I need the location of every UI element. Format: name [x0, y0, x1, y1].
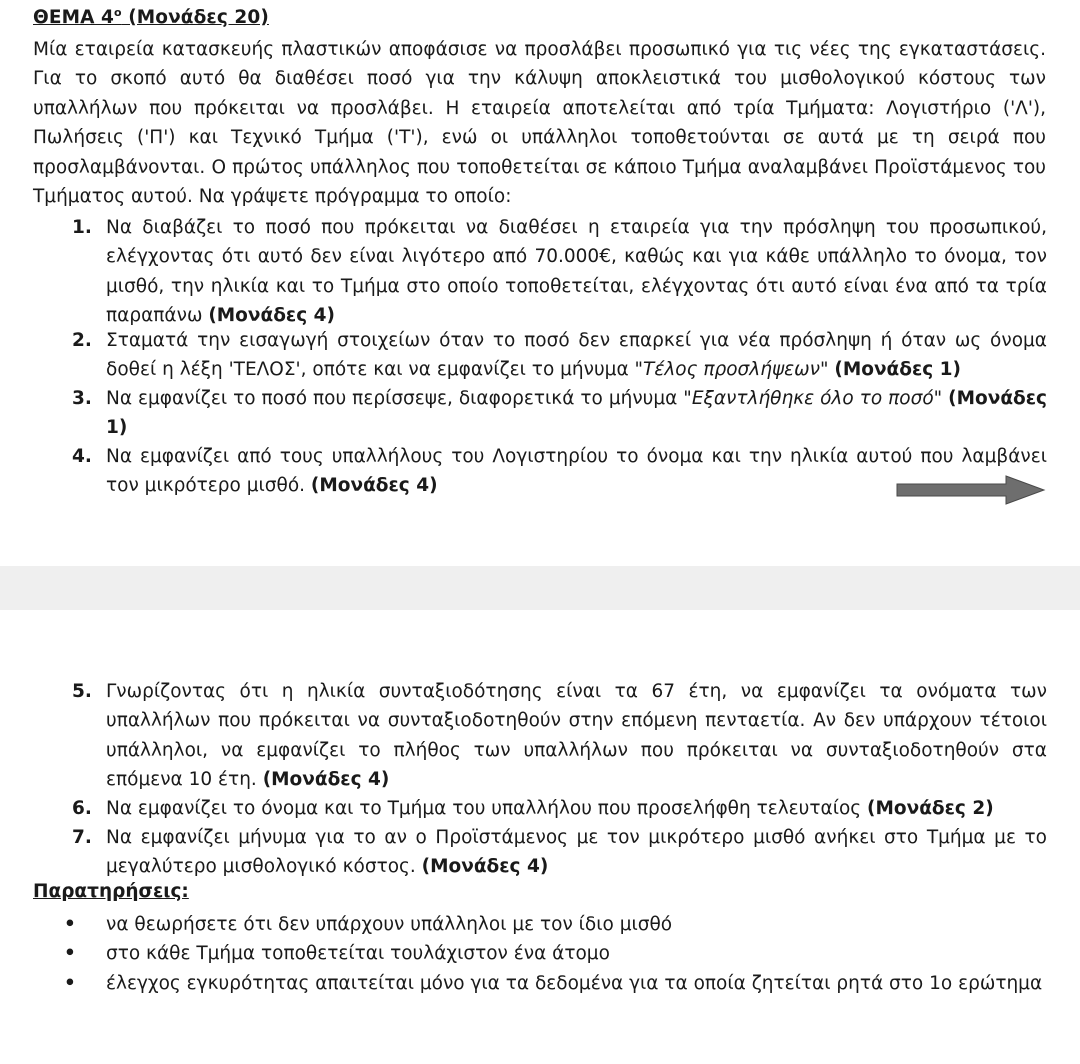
note-bullet: • στο κάθε Τμήμα τοποθετείται τουλάχιστον ένα άτομο	[64, 943, 610, 964]
list-item: 3. Να εμφανίζει το ποσό που περίσσεψε, διαφορετικά το μήνυμα "Εξαντλήθηκε όλο το ποσό" (Μονάδες 1)	[72, 388, 1047, 439]
list-item: 5. Γνωρίζοντας ότι η ηλικία συνταξιοδότησης είναι τα 67 έτη, να εμφανίζει τα ονόματα των υπαλλήλων που πρόκειται να συνταξιοδοτηθούν στην επόμενη πενταετία. Αν δεν υπάρχουν τέτοιοι υπάλληλοι, να εμφανίζει το πλήθος των υπαλλήλων που πρόκειται να συνταξιοδοτηθούν στα επόμενα 10 έτη. (Μονάδες 4)	[72, 681, 1047, 791]
notes-heading: Παρατηρήσεις:	[33, 881, 189, 902]
list-item: 2. Σταματά την εισαγωγή στοιχείων όταν το ποσό δεν επαρκεί για νέα πρόσληψη ή όταν ως όνομα δοθεί η λέξη 'ΤΕΛΟΣ', οπότε και να εμφανίζει το μήνυμα "Τέλος προσλήψεων" (Μονάδες 1)	[72, 330, 1047, 381]
note-bullet: • να θεωρήσετε ότι δεν υπάρχουν υπάλληλοι με τον ίδιο μισθό	[64, 914, 673, 935]
intro-paragraph: Μία εταιρεία κατασκευής πλαστικών αποφάσισε να προσλάβει προσωπικό για τις νέες της εγκαταστάσεις. Για το σκοπό αυτό θα διαθέσει ποσό για την κάλυψη αποκλειστικά του μισθολογικού κόστους των υπαλλήλων που πρόκειται να προσλάβει. Η εταιρεία αποτελείται από τρία Τμήματα: Λογιστήριο ('Λ'), Πωλήσεις ('Π') και Τεχνικό Τμήμα ('Τ'), ενώ οι υπάλληλοι τοποθετούνται σε αυτά με τη σειρά που προσλαμβάνονται. Ο πρώτος υπάλληλος που τοποθετείται σε κάποιο Τμήμα αναλαμβάνει Προϊστάμενος του Τμήματος αυτού. Να γράψετε πρόγραμμα το οποίο:	[33, 39, 1046, 208]
page-separator	[0, 566, 1080, 610]
list-item: 7. Να εμφανίζει μήνυμα για το αν ο Προϊστάμενος με τον μικρότερο μισθό ανήκει στο Τμήμα με το μεγαλύτερο μισθολογικό κόστος. (Μονάδες 4)	[72, 827, 1047, 878]
list-item: 6. Να εμφανίζει το όνομα και το Τμήμα του υπαλλήλου που προσελήφθη τελευταίος (Μονάδες 2)	[72, 798, 994, 819]
note-bullet: • έλεγχος εγκυρότητας απαιτείται μόνο για τα δεδομένα για τα οποία ζητείται ρητά στο 1ο ερώτημα	[64, 973, 1043, 994]
exercise-title: ΘΕΜΑ $4^o$ (Μονάδες 20)	[33, 6, 269, 29]
document-page-2	[0, 610, 1080, 1064]
list-item: 4. Να εμφανίζει από τους υπαλλήλους του Λογιστηρίου το όνομα και την ηλικία αυτού που λαμβάνει τον μικρότερο μισθό. (Μονάδες 4)	[72, 446, 1047, 497]
list-item: 1. Να διαβάζει το ποσό που πρόκειται να διαθέσει η εταιρεία για την πρόσληψη του προσωπικού, ελέγχοντας ότι αυτό δεν είναι λιγότερο από 70.000€, καθώς και για κάθε υπάλληλο το όνομα, τον μισθό, την ηλικία και το Τμήμα στο οποίο τοποθετείται, ελέγχοντας ότι αυτό είναι ένα από τα τρία παραπάνω (Μονάδες 4)	[72, 217, 1047, 327]
right-arrow-icon	[896, 475, 1046, 505]
